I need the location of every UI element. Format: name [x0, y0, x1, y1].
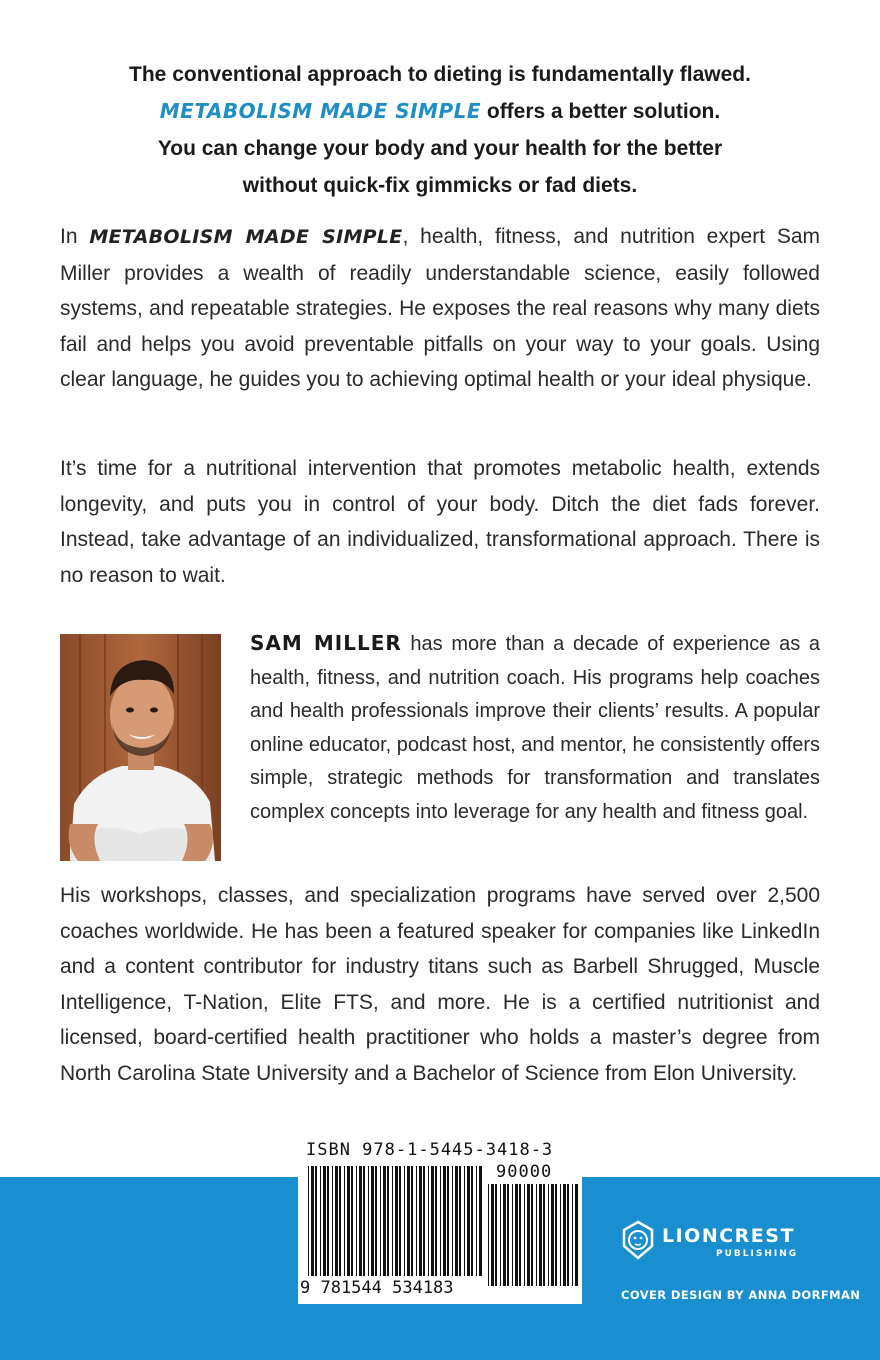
barcode-bar — [479, 1166, 482, 1276]
book-title-inline: METABOLISM MADE SIMPLE — [89, 226, 403, 248]
barcode-bar — [567, 1184, 569, 1286]
description-paragraph-2: It’s time for a nutritional intervention that promotes metabolic health, extends longevity, and puts you in control of your body. Ditch the diet fads forever. Instead, take advantage of an individualized, transformational approach. There is no reason to wait. — [60, 457, 820, 587]
barcode-bar — [503, 1184, 506, 1286]
author-credentials-paragraph: His workshops, classes, and specialization programs have served over 2,500 coaches worldwide. He has been a featured speaker for companies like LinkedIn and a content contributor for industry titans such as Barbell Shrugged, Muscle Intelligence, T-Nation, Elite FTS, and more. He is a certified nutritionist and licensed, board-certified health practitioner who holds a master’s degree from North Carolina State University and a Bachelor of Science from Elon University. — [60, 884, 820, 1085]
barcode-bar — [443, 1166, 446, 1276]
author-bio-text: has more than a decade of experience as a health, fitness, and nutrition coach. His programs help coaches and health professionals improve their clients’ results. A popular online educator, podcast host, and mentor, he consistently offers simple, strategic methods for transformation and translates complex concepts into leverage for any health and fitness goal. — [250, 633, 820, 823]
paragraph-1-text: , health, fitness, and nutrition expert Sam Miller provides a wealth of readily understandable science, easily followed systems, and repeatable strategies. He exposes the real reasons why many diets fail and helps you avoid preventable pitfalls on your way to your goals. Using clear language, he guides you to achieving optimal health or your ideal physique. — [60, 225, 820, 391]
paragraph-1-lead: In — [60, 225, 90, 248]
barcode-bar — [335, 1166, 338, 1276]
barcode-bar — [431, 1166, 434, 1276]
barcode-bar — [344, 1166, 345, 1276]
barcode-bar — [368, 1166, 369, 1276]
barcode-bar — [371, 1166, 374, 1276]
barcode-bar — [452, 1166, 453, 1276]
barcode-bar — [476, 1166, 477, 1276]
barcode-bar — [539, 1184, 542, 1286]
ean-digits: 9 781544 534183 — [300, 1278, 454, 1298]
barcode-bar — [332, 1166, 333, 1276]
description-paragraph-1 — [60, 219, 820, 398]
barcode-bar — [363, 1166, 365, 1276]
barcode-bar — [560, 1184, 561, 1286]
barcode-bar — [440, 1166, 441, 1276]
barcode-bar — [555, 1184, 557, 1286]
intro-line-4: without quick-fix gimmicks or fad diets. — [242, 174, 638, 197]
lion-icon — [620, 1220, 656, 1260]
barcode-bar — [536, 1184, 537, 1286]
barcode-bar — [392, 1166, 393, 1276]
barcode-bar — [495, 1184, 497, 1286]
barcode-bar — [551, 1184, 554, 1286]
barcode-bar — [399, 1166, 401, 1276]
barcode-bar — [311, 1166, 314, 1276]
barcode-bar — [543, 1184, 545, 1286]
barcode-bar — [428, 1166, 429, 1276]
cover-design-credit: COVER DESIGN BY ANNA DORFMAN — [621, 1288, 861, 1302]
barcode-bar — [524, 1184, 525, 1286]
barcode-bar — [575, 1184, 578, 1286]
barcode-bar — [467, 1166, 470, 1276]
barcode-bar — [359, 1166, 362, 1276]
publisher-subtitle: PUBLISHING — [716, 1249, 799, 1259]
intro-line-2 — [40, 93, 840, 130]
barcode-bar — [327, 1166, 329, 1276]
barcode-bar — [572, 1184, 573, 1286]
barcode-bar — [471, 1166, 473, 1276]
barcode-bar — [339, 1166, 341, 1276]
barcode-bar — [507, 1184, 509, 1286]
barcode-bar — [531, 1184, 533, 1286]
isbn-barcode — [298, 1136, 582, 1304]
barcode-bar — [351, 1166, 353, 1276]
intro-block — [40, 56, 840, 204]
barcode-bar — [527, 1184, 530, 1286]
barcode-bar — [320, 1166, 321, 1276]
barcode-bar — [500, 1184, 501, 1286]
barcode-bar — [455, 1166, 458, 1276]
barcode-bar — [548, 1184, 549, 1286]
barcode-bar — [395, 1166, 398, 1276]
author-bio — [250, 627, 820, 829]
barcode-bar — [488, 1184, 489, 1286]
barcode-bar — [411, 1166, 413, 1276]
barcode-bar — [407, 1166, 410, 1276]
publisher-name: LIONCREST — [662, 1225, 795, 1247]
barcode-bar — [519, 1184, 521, 1286]
publisher-logo — [620, 1220, 830, 1270]
barcode-bar — [380, 1166, 381, 1276]
intro-line-1: The conventional approach to dieting is fundamentally flawed. — [129, 63, 751, 86]
isbn-label: ISBN 978-1-5445-3418-3 — [306, 1140, 554, 1160]
barcode-bar — [347, 1166, 350, 1276]
barcode-bar — [404, 1166, 405, 1276]
intro-line-3: You can change your body and your health for the better — [157, 137, 723, 160]
book-title-accent: METABOLISM MADE SIMPLE — [159, 99, 482, 123]
author-photo — [60, 634, 221, 861]
barcode-bar — [563, 1184, 566, 1286]
barcode-bar — [416, 1166, 417, 1276]
barcode-bar — [375, 1166, 377, 1276]
barcode-bar — [459, 1166, 461, 1276]
barcode-bar — [423, 1166, 425, 1276]
barcode-bar — [512, 1184, 513, 1286]
intro-line-2-rest: offers a better solution. — [481, 100, 721, 123]
price-addon-code: 90000 — [496, 1162, 553, 1182]
barcode-bar — [383, 1166, 386, 1276]
author-name: SAM MILLER — [250, 631, 402, 655]
barcode-bar — [308, 1166, 309, 1276]
barcode-bar — [315, 1166, 317, 1276]
barcode-bar — [515, 1184, 518, 1286]
author-portrait-illustration — [60, 634, 221, 861]
barcode-bar — [447, 1166, 449, 1276]
barcode-bar — [435, 1166, 437, 1276]
barcode-bar — [491, 1184, 494, 1286]
barcode-bar — [356, 1166, 357, 1276]
barcode-bar — [323, 1166, 326, 1276]
barcode-bar — [387, 1166, 389, 1276]
barcode-bar — [464, 1166, 465, 1276]
barcode-bar — [419, 1166, 422, 1276]
